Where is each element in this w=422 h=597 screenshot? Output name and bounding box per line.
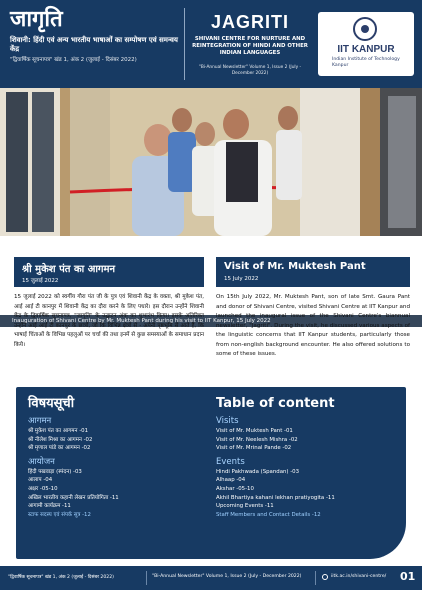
- footer-hindi-issue: "द्विवार्षिक सूचनापत्र" खंड 1, अंक 2 (जुलाई - दिसंबर 2022): [8, 575, 114, 580]
- hindi-article-body: 15 जुलाई 2022 को स्वर्गीय गौरा पंत जी के पुत्र एवं शिवानी केंद्र के वक्ता, श्री मुकेश पंत, आई आई टी कानपुर में शिवानी केंद्र का दौरा करने के लिए पधारे। इस दौरान उन्होंने शिवानी केंद्र के द्विवार्षिक सूचनापत्र, "जागृति" के उद्घाटन अंक का शुभारंभ किया। इसके अतिरिक्त उन्होंने आई आई टी कानपुर के छात्रों, जो कि विभिन्न क्षेत्रों से - अपेनी पृष्ठभूमि से आते हैं, कि भाषाई चिंताओं के विभिन्न पहलुओं पर चर्चा की तथा इनमें से कुछ समस्याओं के समाधान प्रदान किये।: [14, 294, 204, 348]
- header-english-block: [188, 12, 312, 77]
- hindi-title: जागृति: [10, 6, 63, 32]
- table-of-contents: [16, 387, 406, 559]
- toc-english: [216, 395, 402, 519]
- photo-caption: Inauguration of Shivani Centre by Mr. Muktesh Pant during his visit to IIT Kanpur, 15 July 2022: [0, 315, 422, 327]
- english-article-title: Visit of Mr. Muktesh Pant: [224, 261, 366, 272]
- toc-english-heading-events: Events: [216, 456, 245, 467]
- toc-item[interactable]: Visit of Mr. Muktesh Pant -01: [216, 428, 293, 434]
- header-hindi-block: [10, 6, 180, 64]
- toc-item[interactable]: Visit of Mr. Mrinal Pande -02: [216, 445, 292, 452]
- toc-item[interactable]: हिंदी पखवाड़ा (स्पंदन) -03: [28, 468, 82, 475]
- toc-item[interactable]: आगामी कार्यक्रम -11: [28, 503, 71, 510]
- logo-full-name: Indian Institute of Technology Kanpur: [332, 57, 400, 68]
- toc-hindi-title: विषयसूची: [28, 396, 75, 411]
- toc-item[interactable]: Hindi Pakhwada (Spandan) -03: [216, 468, 300, 475]
- page-number: 01: [400, 570, 416, 583]
- toc-item[interactable]: अखिल भारतीय कहानी लेखन प्रतियोगिता -11: [28, 494, 119, 501]
- newsletter-issue: "Bi-Annual Newsletter" Volume 1, Issue 2 (July - December 2022): [198, 65, 302, 76]
- toc-item[interactable]: श्री मृणाल पांडे का आगमन -02: [28, 445, 91, 452]
- toc-item[interactable]: Visit of Mr. Neelesh Mishra -02: [216, 436, 298, 443]
- header: [0, 0, 422, 88]
- toc-item[interactable]: स्टाफ सदस्य एवं संपर्क सूत्र -12: [28, 511, 91, 518]
- toc-english-title: Table of content: [216, 396, 335, 411]
- footer-divider: [146, 571, 147, 585]
- english-article-banner: [216, 257, 410, 287]
- logo-name: IIT KANPUR: [337, 44, 395, 55]
- iit-emblem-icon: [353, 17, 377, 41]
- footer-divider: [315, 571, 316, 585]
- toc-item[interactable]: Alhaap -04: [216, 477, 246, 484]
- toc-hindi-heading-visits: आगमन: [28, 416, 52, 426]
- toc-item[interactable]: श्री मुकेश पंत का आगमन -01: [28, 428, 89, 434]
- photo-illustration: [0, 88, 422, 236]
- hindi-article-banner: [14, 257, 204, 287]
- newsletter-subtitle: SHIVANI CENTRE FOR NURTURE AND REINTEGRATION OF HINDI AND OTHER INDIAN LANGUAGES: [192, 36, 308, 56]
- iit-kanpur-logo: [318, 12, 414, 76]
- globe-icon: [322, 574, 328, 580]
- toc-item[interactable]: Upcoming Events -11: [216, 503, 274, 510]
- hindi-article-title: श्री मुकेश पंत का आगमन: [22, 264, 116, 275]
- newsletter-title: JAGRITI: [210, 12, 289, 32]
- toc-hindi-heading-events: आयोजन: [28, 456, 55, 467]
- hindi-subtitle: शिवानी: हिंदी एवं अन्य भारतीय भाषाओं का सम्पोषण एवं समन्वय केंद्र: [10, 36, 178, 53]
- english-article-date: 15 July 2022: [224, 276, 259, 282]
- english-article-body: On 15th July 2022, Mr. Muktesh Pant, son of late Smt. Gaura Pant and donor of Shivani Centre, visited Shivani Centre at IIT Kanpur and launched the inaugural issue of the Shivani Centre's biannual newsletter, "Jagriti". During the visit, he discussed various aspects of the linguistic concerns that IIT Kanpur students, particularly those from non-english background encounter. He also offered solutions to some of these issues.: [216, 294, 410, 357]
- header-divider: [184, 8, 185, 80]
- footer-url[interactable]: iitk.ac.in/shivani-centre/: [331, 574, 387, 579]
- toc-item[interactable]: आलाप -04: [28, 477, 53, 484]
- toc-english-heading-visits: Visits: [216, 416, 239, 426]
- toc-item[interactable]: Akhil Bhartiya kahani lekhan pratiyogita -11: [216, 494, 335, 501]
- toc-hindi: [28, 395, 206, 519]
- toc-item[interactable]: Staff Members and Contact Details -12: [216, 511, 321, 518]
- toc-item[interactable]: श्री नीलेश मिश्रा का आगमन -02: [28, 436, 93, 443]
- toc-item[interactable]: अक्षर -05-10: [28, 485, 58, 492]
- hindi-issue: "द्विवार्षिक सूचनापत्र" खंड 1, अंक 2 (जुलाई - दिसंबर 2022): [10, 57, 137, 63]
- footer-english-issue: "Bi-Annual Newsletter" Volume 1, Issue 2 (July - December 2022): [152, 574, 302, 579]
- footer: [0, 566, 422, 590]
- toc-item[interactable]: Akshar -05-10: [216, 485, 254, 492]
- hindi-article-date: 15 जुलाई 2022: [22, 278, 59, 284]
